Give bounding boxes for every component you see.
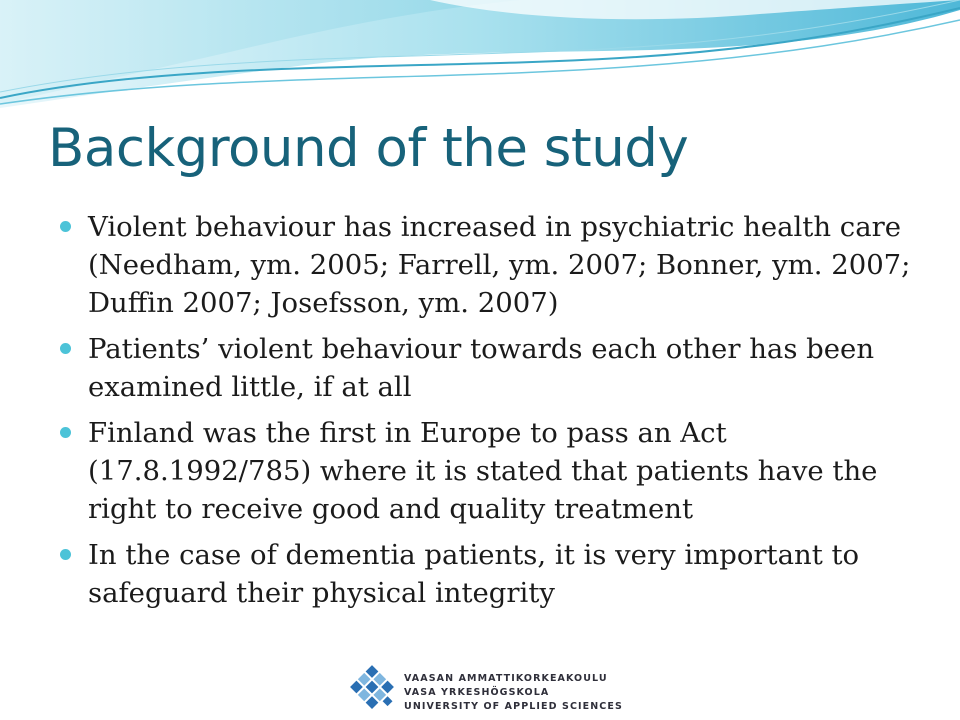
bullet-item bbox=[58, 330, 918, 406]
bullet-text: In the case of dementia patients, it is very important to safeguard their physical integrity bbox=[88, 539, 860, 609]
university-name bbox=[404, 672, 623, 714]
logo-line-swedish: VASA YRKESHÖGSKOLA bbox=[404, 687, 550, 698]
bullet-text: Patients’ violent behaviour towards each other has been examined little, if at all bbox=[88, 333, 875, 403]
logo-line-finnish: VAASAN AMMATTIKORKEAKOULU bbox=[404, 673, 608, 684]
slide-title: Background of the study bbox=[48, 118, 689, 179]
bullet-item bbox=[58, 208, 918, 322]
university-logo bbox=[344, 664, 634, 720]
logo-line-english: UNIVERSITY OF APPLIED SCIENCES bbox=[404, 701, 623, 712]
bullet-dot-icon bbox=[60, 427, 71, 438]
bullet-text: Violent behaviour has increased in psychiatric health care (Needham, ym. 2005; Farrell, ym. 2007; Bonner, ym. 2007; Duffin 2007; Josefsson, ym. 2007) bbox=[88, 211, 911, 319]
bullet-dot-icon bbox=[60, 221, 71, 232]
university-logo-mark-icon bbox=[344, 664, 400, 720]
bullet-dot-icon bbox=[60, 343, 71, 354]
bullet-item bbox=[58, 414, 918, 528]
bullet-list bbox=[58, 208, 918, 620]
header-wave-decoration bbox=[0, 0, 960, 130]
bullet-dot-icon bbox=[60, 549, 71, 560]
bullet-text: Finland was the first in Europe to pass an Act (17.8.1992/785) where it is stated that patients have the right to receive good and quality treatment bbox=[88, 417, 878, 525]
bullet-item bbox=[58, 536, 918, 612]
